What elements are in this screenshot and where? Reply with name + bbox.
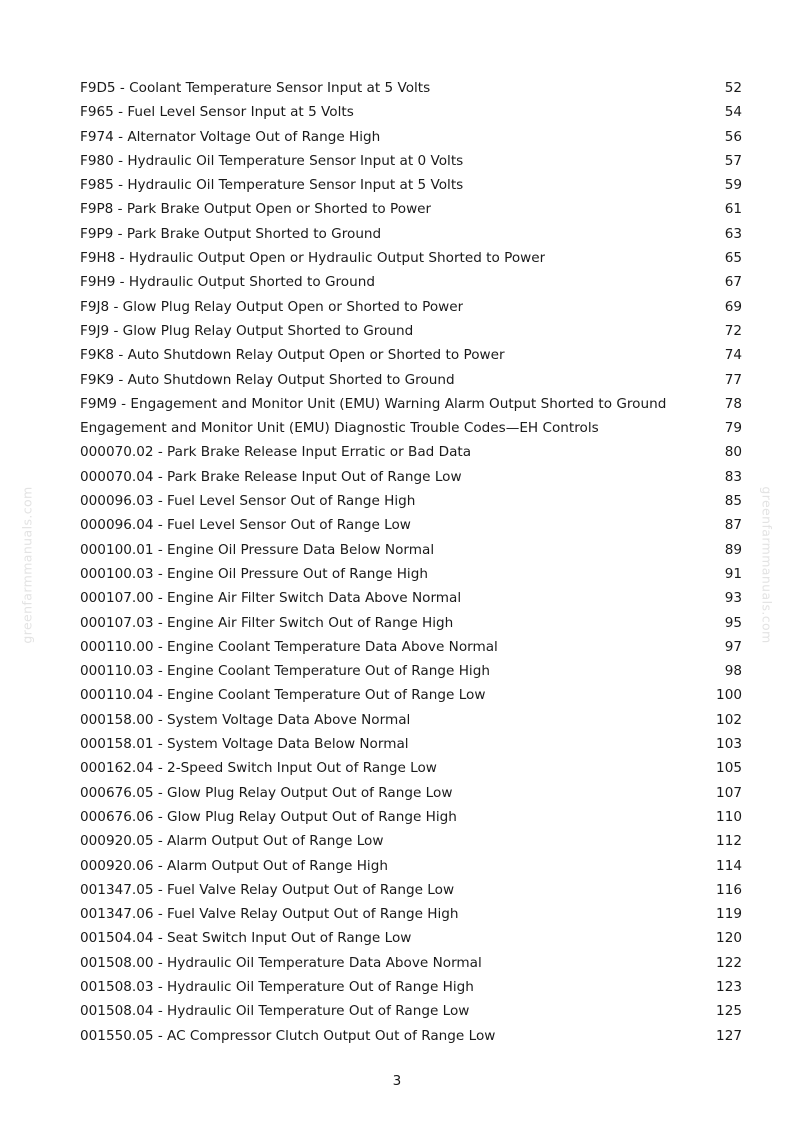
toc-entry[interactable]: [80, 926, 742, 950]
page-number: 3: [392, 1073, 402, 1089]
toc-entry-page: 123: [716, 978, 742, 995]
toc-entry-title[interactable]: 000920.05 - Alarm Output Out of Range Low: [80, 833, 384, 850]
toc-entry-title[interactable]: F974 - Alternator Voltage Out of Range High: [80, 128, 381, 145]
toc-entry[interactable]: [80, 854, 742, 878]
toc-entry-page: 97: [724, 638, 742, 655]
toc-entry-page: 80: [724, 444, 742, 461]
toc-entry-title[interactable]: F9K9 - Auto Shutdown Relay Output Shorted to Ground: [80, 371, 455, 388]
toc-entry[interactable]: [80, 173, 742, 197]
toc-entry-title[interactable]: 001504.04 - Seat Switch Input Out of Range Low: [80, 930, 412, 947]
toc-entry-page: 52: [724, 80, 742, 96]
toc-entry-title[interactable]: 001508.00 - Hydraulic Oil Temperature Data Above Normal: [80, 954, 482, 971]
toc-entry-title[interactable]: 000110.04 - Engine Coolant Temperature Out of Range Low: [80, 687, 486, 704]
toc-entry-title[interactable]: 000096.03 - Fuel Level Sensor Out of Range High: [80, 493, 416, 510]
toc-entry-page: 83: [724, 468, 742, 485]
toc-entry-title[interactable]: F9D5 - Coolant Temperature Sensor Input at 5 Volts: [80, 80, 431, 96]
toc-entry-title[interactable]: 000110.03 - Engine Coolant Temperature Out of Range High: [80, 663, 490, 680]
toc-entry-page: 77: [724, 371, 742, 388]
toc-entry-title[interactable]: 000110.00 - Engine Coolant Temperature Data Above Normal: [80, 638, 498, 655]
toc-entry[interactable]: [80, 878, 742, 902]
toc-entry-page: 105: [716, 760, 742, 777]
toc-entry-page: 78: [724, 395, 742, 412]
toc-entry-title[interactable]: F9J9 - Glow Plug Relay Output Shorted to Ground: [80, 322, 414, 339]
toc-entry[interactable]: [80, 975, 742, 999]
toc-entry-title[interactable]: 000676.05 - Glow Plug Relay Output Out of Range Low: [80, 784, 453, 801]
toc-entry[interactable]: [80, 100, 742, 124]
toc-entry-page: 100: [716, 687, 742, 704]
toc-entry[interactable]: [80, 781, 742, 805]
toc-entry[interactable]: [80, 76, 742, 100]
toc-entry-title[interactable]: F9P8 - Park Brake Output Open or Shorted to Power: [80, 201, 432, 218]
toc-entry-page: 93: [724, 590, 742, 607]
toc-entry-title[interactable]: 000070.02 - Park Brake Release Input Erratic or Bad Data: [80, 444, 472, 461]
toc-entry-title[interactable]: F980 - Hydraulic Oil Temperature Sensor Input at 0 Volts: [80, 152, 464, 169]
toc-entry[interactable]: [80, 416, 742, 440]
toc-entry-title[interactable]: 000096.04 - Fuel Level Sensor Out of Range Low: [80, 517, 411, 534]
toc-entry-title[interactable]: 001347.06 - Fuel Valve Relay Output Out of Range High: [80, 906, 459, 923]
toc-entry-page: 98: [724, 663, 742, 680]
toc-entry[interactable]: [80, 125, 742, 149]
toc-entry[interactable]: [80, 368, 742, 392]
toc-entry-title[interactable]: 000158.00 - System Voltage Data Above Normal: [80, 711, 411, 728]
toc-entry-page: 127: [716, 1027, 742, 1044]
toc-entry[interactable]: [80, 708, 742, 732]
toc-entry-title[interactable]: 000676.06 - Glow Plug Relay Output Out of Range High: [80, 808, 457, 825]
toc-entry-title[interactable]: 000100.01 - Engine Oil Pressure Data Below Normal: [80, 541, 435, 558]
toc-entry-page: 63: [724, 225, 742, 242]
toc-entry-title[interactable]: F9H9 - Hydraulic Output Shorted to Ground: [80, 274, 375, 291]
toc-entry-page: 85: [724, 493, 742, 510]
toc-entry-page: 79: [724, 420, 742, 437]
toc-entry-title[interactable]: 001347.05 - Fuel Valve Relay Output Out of Range Low: [80, 881, 455, 898]
toc-entry-page: 54: [724, 104, 742, 121]
toc-entry[interactable]: [80, 197, 742, 221]
toc-entry-page: 59: [724, 177, 742, 194]
toc-entry[interactable]: [80, 586, 742, 610]
toc-entry-page: 89: [724, 541, 742, 558]
toc-entry[interactable]: [80, 246, 742, 270]
toc-entry[interactable]: [80, 829, 742, 853]
toc-entry[interactable]: [80, 683, 742, 707]
toc-entry-page: 61: [724, 201, 742, 218]
toc-entry-title[interactable]: F965 - Fuel Level Sensor Input at 5 Volts: [80, 104, 354, 121]
toc-entry-page: 67: [724, 274, 742, 291]
toc-entry-title[interactable]: 000920.06 - Alarm Output Out of Range High: [80, 857, 388, 874]
toc-entry-page: 91: [724, 565, 742, 582]
toc-entry-page: 116: [716, 881, 742, 898]
toc-entry[interactable]: [80, 659, 742, 683]
toc-entry-page: 65: [724, 250, 742, 267]
toc-entry-page: 87: [724, 517, 742, 534]
toc-entry-title[interactable]: F9M9 - Engagement and Monitor Unit (EMU) Warning Alarm Output Shorted to Ground: [80, 395, 667, 412]
toc-entry-page: 57: [724, 152, 742, 169]
toc-entry[interactable]: [80, 756, 742, 780]
toc-entry[interactable]: [80, 611, 742, 635]
toc-entry-title[interactable]: Engagement and Monitor Unit (EMU) Diagnostic Trouble Codes—EH Controls: [80, 420, 599, 437]
toc-entry-title[interactable]: 000107.00 - Engine Air Filter Switch Data Above Normal: [80, 590, 462, 607]
toc-entry[interactable]: [80, 465, 742, 489]
toc-entry-title[interactable]: 000070.04 - Park Brake Release Input Out of Range Low: [80, 468, 462, 485]
toc-entry-title[interactable]: F9J8 - Glow Plug Relay Output Open or Shorted to Power: [80, 298, 464, 315]
toc-entry-title[interactable]: F985 - Hydraulic Oil Temperature Sensor Input at 5 Volts: [80, 177, 464, 194]
toc-entry[interactable]: [80, 489, 742, 513]
toc-entry[interactable]: [80, 295, 742, 319]
toc-entry[interactable]: [80, 319, 742, 343]
toc-entry[interactable]: [80, 149, 742, 173]
toc-entry[interactable]: [80, 270, 742, 294]
toc-entry[interactable]: [80, 1024, 742, 1048]
toc-entry[interactable]: [80, 635, 742, 659]
toc-entry-page: 125: [716, 1003, 742, 1020]
toc-entry-title[interactable]: 000162.04 - 2-Speed Switch Input Out of Range Low: [80, 760, 437, 777]
toc-entry-title[interactable]: 000100.03 - Engine Oil Pressure Out of Range High: [80, 565, 428, 582]
toc-entry-title[interactable]: 000158.01 - System Voltage Data Below Normal: [80, 736, 409, 753]
toc-entry-title[interactable]: F9K8 - Auto Shutdown Relay Output Open or Shorted to Power: [80, 347, 505, 364]
toc-entry-title[interactable]: 000107.03 - Engine Air Filter Switch Out of Range High: [80, 614, 454, 631]
toc-entry[interactable]: [80, 538, 742, 562]
toc-entry-page: 56: [724, 128, 742, 145]
toc-entry[interactable]: [80, 562, 742, 586]
toc-entry[interactable]: [80, 222, 742, 246]
watermark-right: greenfarmmanuals.com: [759, 486, 775, 644]
toc-entry-page: 110: [716, 808, 742, 825]
toc-entry[interactable]: [80, 732, 742, 756]
toc-entry[interactable]: [80, 999, 742, 1023]
toc-entry-page: 102: [716, 711, 742, 728]
toc-entry[interactable]: [80, 951, 742, 975]
table-of-contents: [80, 76, 742, 1048]
toc-entry-page: 112: [716, 833, 742, 850]
toc-entry[interactable]: [80, 440, 742, 464]
toc-entry-page: 120: [716, 930, 742, 947]
toc-entry[interactable]: [80, 902, 742, 926]
toc-entry-page: 74: [724, 347, 742, 364]
toc-entry-page: 95: [724, 614, 742, 631]
toc-entry-title[interactable]: 001508.03 - Hydraulic Oil Temperature Out of Range High: [80, 978, 474, 995]
toc-entry-title[interactable]: F9P9 - Park Brake Output Shorted to Ground: [80, 225, 382, 242]
toc-entry[interactable]: [80, 513, 742, 537]
toc-entry-page: 114: [716, 857, 742, 874]
toc-entry-page: 122: [716, 954, 742, 971]
toc-entry-title[interactable]: 001508.04 - Hydraulic Oil Temperature Out of Range Low: [80, 1003, 470, 1020]
toc-entry[interactable]: [80, 343, 742, 367]
toc-entry-title[interactable]: F9H8 - Hydraulic Output Open or Hydraulic Output Shorted to Power: [80, 250, 546, 267]
toc-entry-page: 69: [724, 298, 742, 315]
watermark-left: greenfarmmanuals.com: [19, 486, 35, 644]
toc-entry-page: 107: [716, 784, 742, 801]
toc-entry-page: 72: [724, 322, 742, 339]
toc-entry[interactable]: [80, 805, 742, 829]
toc-entry-title[interactable]: 001550.05 - AC Compressor Clutch Output Out of Range Low: [80, 1027, 496, 1044]
toc-entry[interactable]: [80, 392, 742, 416]
toc-entry-page: 119: [716, 906, 742, 923]
toc-entry-page: 103: [716, 736, 742, 753]
